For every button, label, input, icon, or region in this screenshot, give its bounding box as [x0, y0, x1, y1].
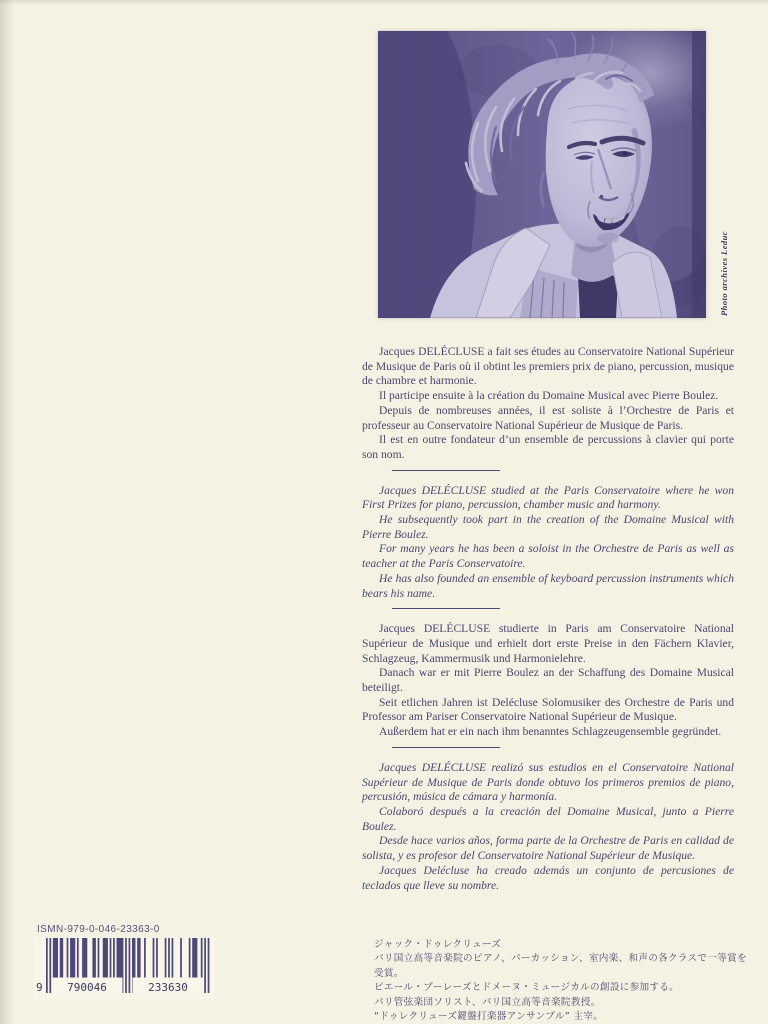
portrait-photo — [378, 31, 706, 318]
bio-paragraph: Danach war er mit Pierre Boulez an der Schaffung des Domaine Musical beteiligt. — [362, 666, 734, 695]
bio-paragraph: Il est en outre fondateur d’un ensemble de percussions à clavier qui porte son nom. — [362, 433, 734, 461]
barcode-digits-right: 233630 — [148, 981, 188, 994]
bio-section-french — [362, 345, 734, 463]
bio-paragraph: Jacques DELÉCLUSE studierte in Paris am Conservatoire National Supérieur de Musique und erhielt dort erste Preise in den Fächern Klavier, Schlagzeug, Kammermusik und Harmonielehre. — [362, 622, 734, 665]
japanese-credits — [374, 938, 754, 1024]
bio-paragraph: Jacques DELÉCLUSE studied at the Paris Conservatoire where he won First Prizes for piano, percussion, chamber music and harmony. — [362, 483, 734, 512]
ismn-label: ISMN-979-0-046-23363-0 — [37, 924, 160, 935]
ean13-barcode — [33, 937, 215, 999]
japanese-line: “ドゥレクリューズ鍵盤打楽器アンサンブル” 主宰。 — [374, 1011, 604, 1023]
page-left-edge-shadow — [0, 0, 14, 1024]
page-top-edge-shadow — [0, 0, 768, 5]
bio-section-english — [362, 484, 734, 602]
bio-paragraph: He subsequently took part in the creation of the Domaine Musical with Pierre Boulez. — [362, 513, 734, 541]
bio-paragraph: Jacques Delécluse ha creado además un conjunto de percusiones de teclados que lleve su nombre. — [362, 863, 734, 892]
barcode-digits-left: 790046 — [67, 981, 107, 994]
bio-paragraph: Seit etlichen Jahren ist Delécluse Solomusiker des Orchestre de Paris und Professor am Pariser Conservatoire National Supérieur de Musique. — [362, 695, 734, 724]
bio-section-german — [362, 622, 734, 740]
bio-paragraph: Colaboró después a la creación del Domaine Musical, junto a Pierre Boulez. — [362, 804, 734, 833]
portrait-photo-graphic — [378, 31, 706, 318]
barcode-lead-digit: 9 — [36, 981, 43, 994]
photo-credit-vertical: Photo archives Leduc — [719, 230, 729, 316]
bio-column — [362, 345, 734, 893]
bio-paragraph: He has also founded an ensemble of keyboard percussion instruments which bears his name. — [362, 571, 734, 600]
bio-paragraph: Jacques DELÉCLUSE a fait ses études au Conservatoire National Supérieur de Musique de Paris où il obtint les premiers prix de piano, percussion, musique de chambre et harmonie. — [362, 345, 734, 388]
japanese-line: ジャック・ドゥレクリューズ — [374, 939, 502, 950]
section-divider — [392, 470, 500, 471]
japanese-line: パリ管弦楽団ソリスト、パリ国立高等音楽院教授。 — [374, 996, 601, 1008]
japanese-line: ピエール・ブーレーズとドメーヌ・ミュージカルの創設に参加する。 — [374, 982, 680, 994]
bio-paragraph: Il participe ensuite à la création du Domaine Musical avec Pierre Boulez. — [379, 389, 719, 403]
ismn-block — [33, 924, 215, 999]
section-divider — [392, 747, 500, 748]
bio-paragraph: Außerdem hat er ein nach ihm benanntes Schlagzeugensemble gegründet. — [379, 725, 722, 739]
bio-paragraph: Depuis de nombreuses années, il est soliste à l’Orchestre de Paris et professeur au Conservatoire National Supérieur de Musique de Paris. — [362, 403, 734, 432]
bio-section-spanish — [362, 761, 734, 893]
bio-paragraph: For many years he has been a soloist in the Orchestre de Paris as well as teacher at the Paris Conservatoire. — [362, 542, 734, 571]
bio-paragraph: Desde hace varios años, forma parte de la Orchestre de Paris en calidad de solista, y es profesor del Conservatoire National Supérieur de Musique. — [362, 834, 734, 863]
japanese-line: パリ国立高等音楽院のピアノ、パーカッション、室内楽、和声の各クラスで一等賞を受賞。 — [374, 953, 747, 979]
section-divider — [392, 608, 500, 609]
bio-paragraph: Jacques DELÉCLUSE realizó sus estudios en el Conservatoire National Supérieur de Musique de Paris donde obtuvo los primeros premios de piano, percusión, música de cámara y harmonía. — [362, 760, 734, 804]
